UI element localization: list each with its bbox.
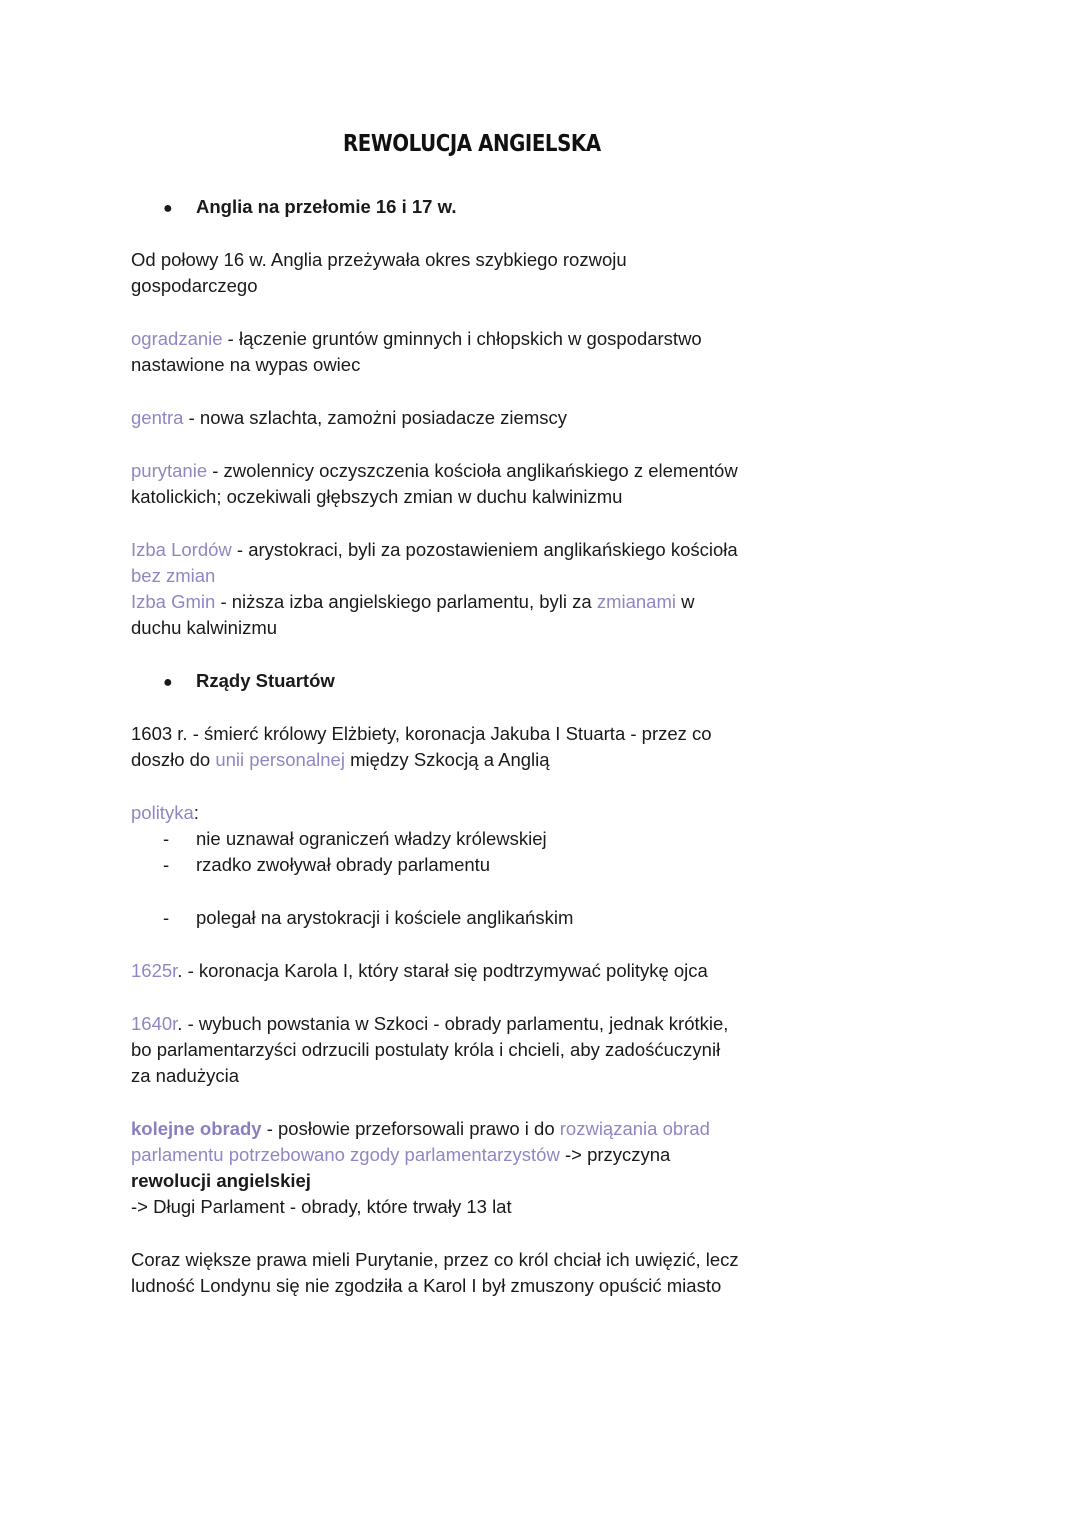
definition-gentra [131, 405, 567, 431]
paragraph-line: za nadużycia [131, 1065, 239, 1086]
term-highlight: 1640r [131, 1013, 178, 1034]
definition-text: w [675, 591, 695, 612]
term-highlight: polityka [131, 802, 194, 823]
paragraph-line: 1603 r. - śmierć królowy Elżbiety, koronacja Jakuba I Stuarta - przez co [131, 723, 712, 744]
paragraph-line: bo parlamentarzyści odrzucili postulaty króla i chcieli, aby zadośćuczynił [131, 1039, 721, 1060]
polityka-label [131, 800, 199, 826]
term-highlight: purytanie [131, 460, 208, 481]
text-segment: : [193, 802, 199, 823]
term-highlight: zmianami [596, 591, 676, 612]
term-highlight: Izba Gmin [131, 591, 216, 612]
definition-text: - łączenie gruntów gminnych i chłopskich w gospodarstwo [222, 328, 702, 349]
dash-icon: - [163, 828, 170, 849]
event-1625 [131, 958, 708, 984]
text-segment: -> przyczyna [559, 1144, 671, 1165]
definition-izba-gmin [131, 589, 694, 615]
term-highlight: rozwiązania obrad [559, 1118, 710, 1139]
paragraph-line-bold: rewolucji angielskiej [131, 1170, 311, 1191]
list-item [163, 826, 547, 852]
text-segment: . - koronacja Karola I, który starał się podtrzymywać politykę ojca [177, 960, 708, 981]
paragraph-line: nastawione na wypas owiec [131, 354, 361, 375]
paragraph-line: Od połowy 16 w. Anglia przeżywała okres szybkiego rozwoju [131, 249, 627, 270]
definition-purytanie [131, 458, 738, 484]
paragraph-line: Coraz większe prawa mieli Purytanie, przez co król chciał ich uwięzić, lecz [131, 1249, 739, 1270]
list-item [163, 852, 490, 878]
kolejne-obrady [131, 1116, 710, 1142]
term-highlight: 1625r [131, 960, 178, 981]
bullet-icon: ● [163, 200, 173, 217]
text-segment: doszło do [131, 749, 216, 770]
term-highlight: kolejne obrady [131, 1118, 262, 1139]
text-segment: między Szkocją a Anglią [344, 749, 550, 770]
list-item-text: rzadko zwoływał obrady parlamentu [196, 854, 491, 875]
list-item-text: polegał na arystokracji i kościele anglikańskim [196, 907, 574, 928]
text-segment: - posłowie przeforsowali prawo i do [261, 1118, 560, 1139]
paragraph-line: ludność Londynu się nie zgodziła a Karol I był zmuszony opuścić miasto [131, 1275, 722, 1296]
paragraph-line [131, 1142, 670, 1168]
section-heading-anglia [163, 194, 456, 222]
paragraph-line: -> Długi Parlament - obrady, które trwały 13 lat [131, 1196, 512, 1217]
term-highlight: parlamentu potrzebowano zgody parlamentarzystów [131, 1144, 560, 1165]
definition-text: - arystokraci, byli za pozostawieniem anglikańskiego kościoła [231, 539, 738, 560]
definition-text: - niższa izba angielskiego parlamentu, byli za [215, 591, 597, 612]
paragraph-line: katolickich; oczekiwali głębszych zmian w duchu kalwinizmu [131, 486, 623, 507]
definition-izba-lordow [131, 537, 738, 563]
definition-text: - nowa szlachta, zamożni posiadacze ziemscy [183, 407, 567, 428]
term-highlight: gentra [131, 407, 184, 428]
term-highlight: unii personalnej [215, 749, 345, 770]
section-heading-text: Rządy Stuartów [196, 670, 335, 691]
definition-ogradzanie [131, 326, 702, 352]
term-highlight: ogradzanie [131, 328, 223, 349]
highlighted-line: bez zmian [131, 565, 216, 586]
definition-text: - zwolennicy oczyszczenia kościoła anglikańskiego z elementów [207, 460, 738, 481]
dash-icon: - [163, 907, 170, 928]
paragraph-line [131, 747, 550, 773]
list-item-text: nie uznawał ograniczeń władzy królewskiej [196, 828, 547, 849]
text-segment: . - wybuch powstania w Szkoci - obrady parlamentu, jednak krótkie, [177, 1013, 729, 1034]
bullet-icon: ● [163, 674, 173, 691]
dash-icon: - [163, 854, 170, 875]
paragraph-line: gospodarczego [131, 275, 258, 296]
paragraph-line: duchu kalwinizmu [131, 617, 278, 638]
term-highlight: Izba Lordów [131, 539, 232, 560]
section-heading-text: Anglia na przełomie 16 i 17 w. [196, 196, 457, 217]
page-title: REWOLUCJA ANGIELSKA [343, 131, 601, 157]
section-heading-stuartow [163, 668, 335, 696]
list-item [163, 905, 573, 931]
event-1640 [131, 1011, 728, 1037]
